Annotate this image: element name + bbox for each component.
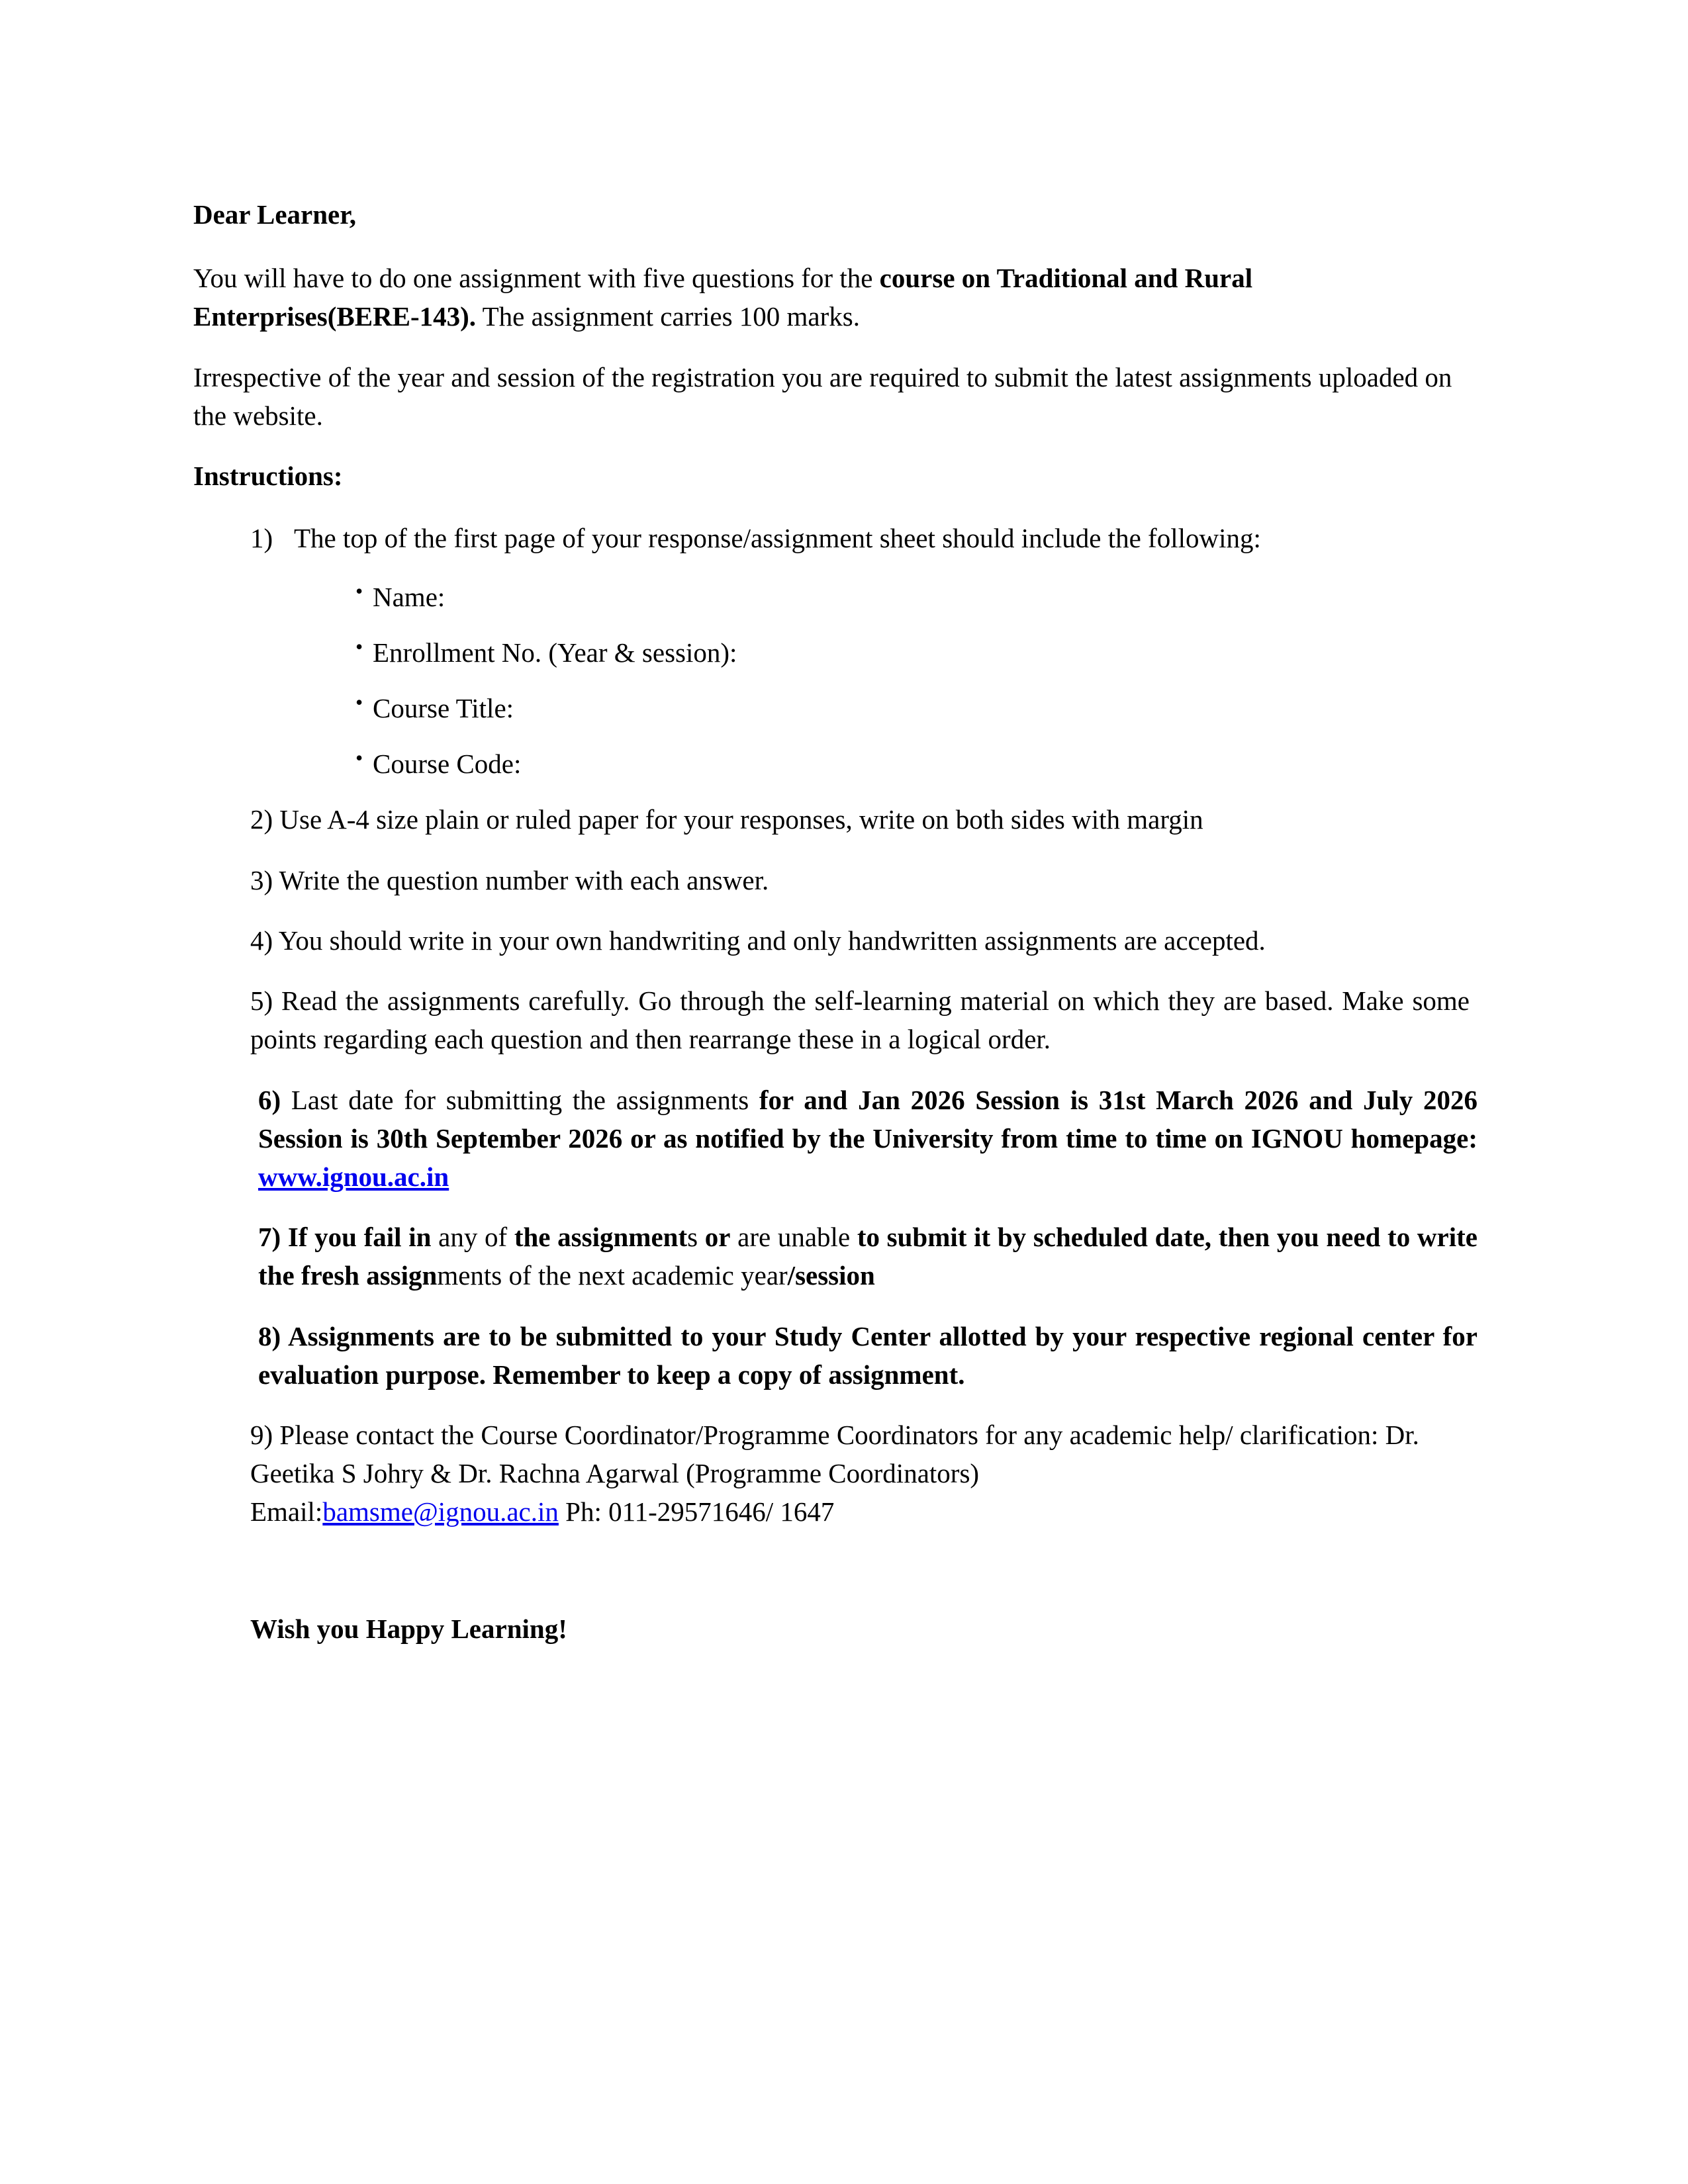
list-item bbox=[355, 689, 1470, 727]
field-enrollment-no: Enrollment No. (Year & session): bbox=[373, 637, 737, 668]
field-course-title: Course Title: bbox=[373, 692, 514, 723]
instruction-item-8: 8) Assignments are to be submitted to your Study Center allotted by your respective regional center for evaluation purpose. Remember to keep a copy of assignment. bbox=[258, 1320, 1477, 1390]
salutation: Dear Learner, bbox=[193, 199, 356, 230]
document-body bbox=[193, 195, 1477, 1648]
item-7-reg-2: s bbox=[687, 1222, 705, 1253]
item-1-text: The top of the first page of your response/assignment sheet should include the following: bbox=[294, 523, 1261, 554]
marks-text: The assignment carries 100 marks. bbox=[476, 301, 860, 332]
item-7-lead-bold: 7) If you fail in bbox=[258, 1222, 432, 1253]
instruction-item-2: 2) Use A-4 size plain or ruled paper for your responses, write on both sides with margin bbox=[250, 804, 1203, 835]
list-item bbox=[355, 633, 1470, 672]
item-7-reg-3: are unable bbox=[730, 1222, 857, 1253]
bullet-icon: • bbox=[355, 746, 363, 770]
bullet-icon: • bbox=[355, 690, 363, 714]
course-name-bold: course on Traditional and Rural Enterprises bbox=[193, 263, 1253, 332]
instruction-item-1 bbox=[250, 519, 1513, 557]
instruction-item-3: 3) Write the question number with each answer. bbox=[250, 864, 769, 895]
item-7-bold-4: to submit it by scheduled date, then you need to write the fresh assign bbox=[258, 1222, 1477, 1291]
instruction-item-4: 4) You should write in your own handwriting and only handwritten assignments are accepted. bbox=[250, 925, 1266, 956]
phone-text: Ph: 011-29571646/ 1647 bbox=[558, 1496, 835, 1527]
item-6-marker: 6) bbox=[258, 1084, 281, 1115]
first-page-header-fields bbox=[193, 578, 1470, 784]
instruction-item-6 bbox=[250, 1081, 1477, 1197]
list-item bbox=[355, 745, 1470, 783]
list-item bbox=[355, 578, 1470, 616]
bullet-icon: • bbox=[355, 578, 363, 603]
item-6-regular-text: Last date for submitting the assignments bbox=[281, 1084, 759, 1115]
field-name: Name: bbox=[373, 581, 445, 612]
ignou-homepage-link[interactable]: www.ignou.ac.in bbox=[258, 1161, 449, 1192]
instruction-item-9: 9) Please contact the Course Coordinator/Programme Coordinators for any academic help/ clarification: Dr. Geetika S Johry & Dr. Rachna Agarwal (Programme Coordinators) bbox=[250, 1420, 1419, 1489]
instruction-item-5: 5) Read the assignments carefully. Go through the self-learning material on which they are based. Make some points regarding each question and then rearrange these in a logical order. bbox=[250, 985, 1470, 1055]
closing-message: Wish you Happy Learning! bbox=[250, 1613, 567, 1644]
intro-text-lead: You will have to do one assignment with five questions for the bbox=[193, 263, 880, 294]
contact-line bbox=[250, 1492, 1470, 1531]
coordinator-email-link[interactable]: bamsme@ignou.ac.in bbox=[322, 1496, 559, 1527]
item-7-reg-4: ments of the next academic year bbox=[437, 1260, 788, 1291]
email-label: Email: bbox=[250, 1496, 323, 1527]
course-code-bold: (BERE-143). bbox=[327, 301, 477, 332]
item-6-deadline-text: for and Jan 2026 Session is 31st March 2026 and July 2026 Session is 30th September 2026 or as notified by the University from time to time on IGNOU homepage: bbox=[258, 1084, 1477, 1154]
field-course-code: Course Code: bbox=[373, 749, 522, 780]
item-7-bold-2: the assignment bbox=[514, 1222, 688, 1253]
item-7-bold-3: or bbox=[704, 1222, 731, 1253]
item-1-marker: 1) bbox=[250, 523, 273, 554]
registration-note: Irrespective of the year and session of the registration you are required to submit the latest assignments uploaded on the website. bbox=[193, 361, 1452, 431]
instruction-item-7 bbox=[250, 1218, 1477, 1295]
bullet-icon: • bbox=[355, 634, 363, 659]
intro-paragraph bbox=[193, 259, 1470, 336]
item-7-reg-1: any of bbox=[431, 1222, 514, 1253]
instructions-heading: Instructions: bbox=[193, 461, 343, 492]
item-7-bold-5: /session bbox=[787, 1260, 875, 1291]
